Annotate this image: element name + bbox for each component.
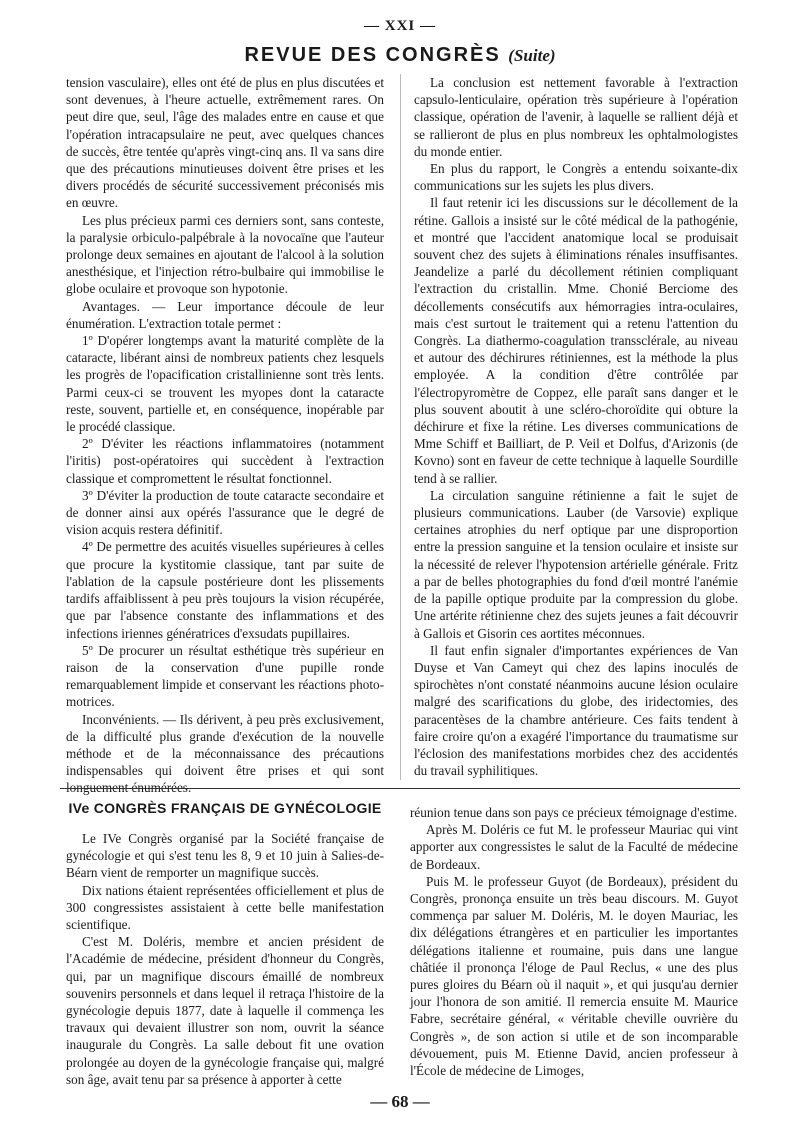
paragraph: Inconvénients. — Ils dérivent, à peu près exclusivement, de la difficulté plus grande d'exécution de la nouvelle méthode et de la méconnaissance des précautions indispensables qui doivent être prises et qui sont longuement énumérées.	[66, 711, 384, 796]
top-left-column	[66, 74, 384, 797]
running-title	[0, 44, 800, 67]
paragraph: C'est M. Doléris, membre et ancien président de l'Académie de médecine, président d'honneur du Congrès, qui, par un magnifique discours émaillé de nombreux souvenirs personnels et dans lequel il retraça l'histoire de la gynécologie depuis 1877, date à laquelle il commença les travaux qui devaient illustrer son nom, ouvrit la séance inaugurale du Congrès. La salle debout fit une ovation prolongée au doyen de la gynécologie française qui, malgré son âge, avait tenu par sa présence à apporter à cette	[66, 934, 384, 1087]
page-number: — 68 —	[370, 1092, 430, 1111]
paragraph: Après M. Doléris ce fut M. le professeur Mauriac qui vint apporter aux congressistes le salut de la Faculté de médecine de Bordeaux.	[410, 822, 738, 872]
section-divider	[60, 788, 740, 789]
paragraph: Il faut retenir ici les discussions sur le décollement de la rétine. Gallois a insisté sur le côté médical de la pathogénie, et montré que l'accident anatomique local se produisait souvent chez des sujets à éliminations rénales insuffisantes. Jeandelize a parlé du décollement rétinien compliquant l'extraction du cristallin. Mme. Chonié Berciome des décollements consécutifs aux hémorragies intra-oculaires, mais c'est surtout le traitement qui a retenu l'attention du Congrès. La diathermo-coagulation transsclérale, au niveau et autour des déchirures rétiniennes, est la méthode la plus employée. A la condition d'être contrôlée par l'électropyromètre de Coppez, elle paraît sans danger et le plus souvent aboutit à une scléro-choroïdite qui obture la déchirure et fixe la rétine. Les diverses communications de Mme Schiff et Bailliart, de P. Veil et Dolfus, d'Arizonis (de Kovno) sont en faveur de cette technique à laquelle Sourdille tend à se rallier.	[414, 195, 738, 486]
paragraph: Puis M. le professeur Guyot (de Bordeaux), président du Congrès, prononça ensuite un très beau discours. M. Guyot commença par saluer M. Doléris, M. le doyen Mauriac, les dix délégations étrangères et en particulier les importantes délégations italienne et roumaine, puis dans une langue châtiée il prononça l'éloge de Paul Reclus, « une des plus pures gloires du Béarn où il naquit », et qui jusqu'au dernier jour l'honora de son amitié. Il remercia ensuite M. Maurice Fabre, secrétaire général, « véritable cheville ouvrière du Congrès », de son action si utile et de son incomparable dévouement, puis M. Etienne David, ancien professeur à l'École de médecine de Limoges,	[410, 873, 738, 1079]
running-title-suite: (Suite)	[508, 46, 556, 65]
paragraph: réunion tenue dans son pays ce précieux témoignage d'estime.	[410, 805, 738, 820]
paragraph: Le IVe Congrès organisé par la Société française de gynécologie et qui s'est tenu les 8, 9 et 10 juin à Salies-de-Béarn vient de remporter un magnifique succès.	[66, 831, 384, 881]
paragraph: La circulation sanguine rétinienne a fait le sujet de plusieurs communications. Lauber (de Varsovie) explique certaines atrophies du nerf optique par une disproportion entre la pression sanguine et la tension oculaire et insiste sur la nécessité de relever l'hypotension artérielle générale. Fritz a par de belles photographies du fond d'œil montré l'anémie de la papille optique produite par la compression du globe. Une artérite rétinienne chez des sujets jeunes a fait découvrir à Gallois et Gisorin ces aortites méconnues.	[414, 487, 738, 641]
paragraph: La conclusion est nettement favorable à l'extraction capsulo-lenticulaire, opération très supérieure à l'opération classique, opération de l'avenir, à laquelle se rallient déjà et se rallieront de plus en plus nombreux les ophtalmologistes du monde entier.	[414, 75, 738, 159]
paragraph: tension vasculaire), elles ont été de plus en plus discutées et sont devenues, à l'heure actuelle, extrêmement rares. On peut dire que, seul, l'âge des malades entre en cause et que l'opération intracapsulaire ne peut, avec quelques chances de succès, être tentée qu'après vingt-cinq ans. Il va sans dire que des précautions minutieuses doivent être prises et les divers procédés de sécurité successivement préconisés mis en œuvre.	[66, 75, 384, 211]
paragraph: 5º De procurer un résultat esthétique très supérieur en raison de la conservation d'une pupille ronde remarquablement limpide et conservant les réactions photo-motrices.	[66, 642, 384, 710]
paragraph: Avantages. — Leur importance découle de leur énumération. L'extraction totale permet :	[66, 298, 384, 331]
running-title-text: REVUE DES CONGRÈS	[244, 44, 501, 66]
paragraph: 3º D'éviter la production de toute cataracte secondaire et de donner ainsi aux opérés l'assurance que le degré de vision acquis restera définitif.	[66, 487, 384, 538]
paragraph: Dix nations étaient représentées officiellement et plus de 300 congressistes assistaient à cette belle manifestation scientifique.	[66, 882, 384, 933]
bottom-left-column	[66, 830, 384, 1088]
paragraph: Il faut enfin signaler d'importantes expériences de Van Duyse et Van Cameyt qui chez des lapins inoculés de spirochètes n'ont constaté néanmoins aucune lésion oculaire malgré des scarifications du globe, des iridectomies, des paracentèses de la chambre antérieure. Ces faits tendent à faire croire qu'on a exagéré l'importance du traumatisme sur l'éclosion des manifestations morbides chez des accidentés du travail syphilitiques.	[414, 642, 738, 779]
paragraph: Les plus précieux parmi ces derniers sont, sans conteste, la paralysie orbiculo-palpébrale à la novocaïne que l'auteur prolonge deux semaines en ajoutant de l'alcool à la solution anesthésique, et l'injection rétro-bulbaire qui immobilise le globe oculaire et provoque son hypotonie.	[66, 212, 384, 297]
paragraph: En plus du rapport, le Congrès a entendu soixante-dix communications sur les sujets les plus divers.	[414, 161, 738, 194]
paragraph: 4º De permettre des acuités visuelles supérieures à celles que procure la kystitomie classique, tant par suite de l'ablation de la capsule postérieure dont les plissements tardifs affaiblissent à peu près toujours la vision récupérée, que par l'absence constante des inflammations et des infections iriennes génératrices d'exsudats pupillaires.	[66, 539, 384, 641]
paragraph: 2º D'éviter les réactions inflammatoires (notamment l'iritis) post-opératoires qui succèdent à l'extraction classique et compromettent le résultat fonctionnel.	[66, 436, 384, 486]
column-divider	[400, 74, 401, 780]
bottom-right-column	[410, 804, 738, 1079]
top-right-column	[414, 74, 738, 779]
section-heading: IVe CONGRÈS FRANÇAIS DE GYNÉCOLOGIE	[68, 800, 382, 816]
paragraph: 1º D'opérer longtemps avant la maturité complète de la cataracte, libérant ainsi de nombreux patients chez lesquels les progrès de l'opacification cristallinienne sont très lents. Parmi ceux-ci se trouvent les myopes dont la cataracte reste, souvent, partielle et, en conséquence, inopérable par le procédé classique.	[66, 333, 384, 435]
roman-page-number: — XXI —	[363, 18, 436, 34]
